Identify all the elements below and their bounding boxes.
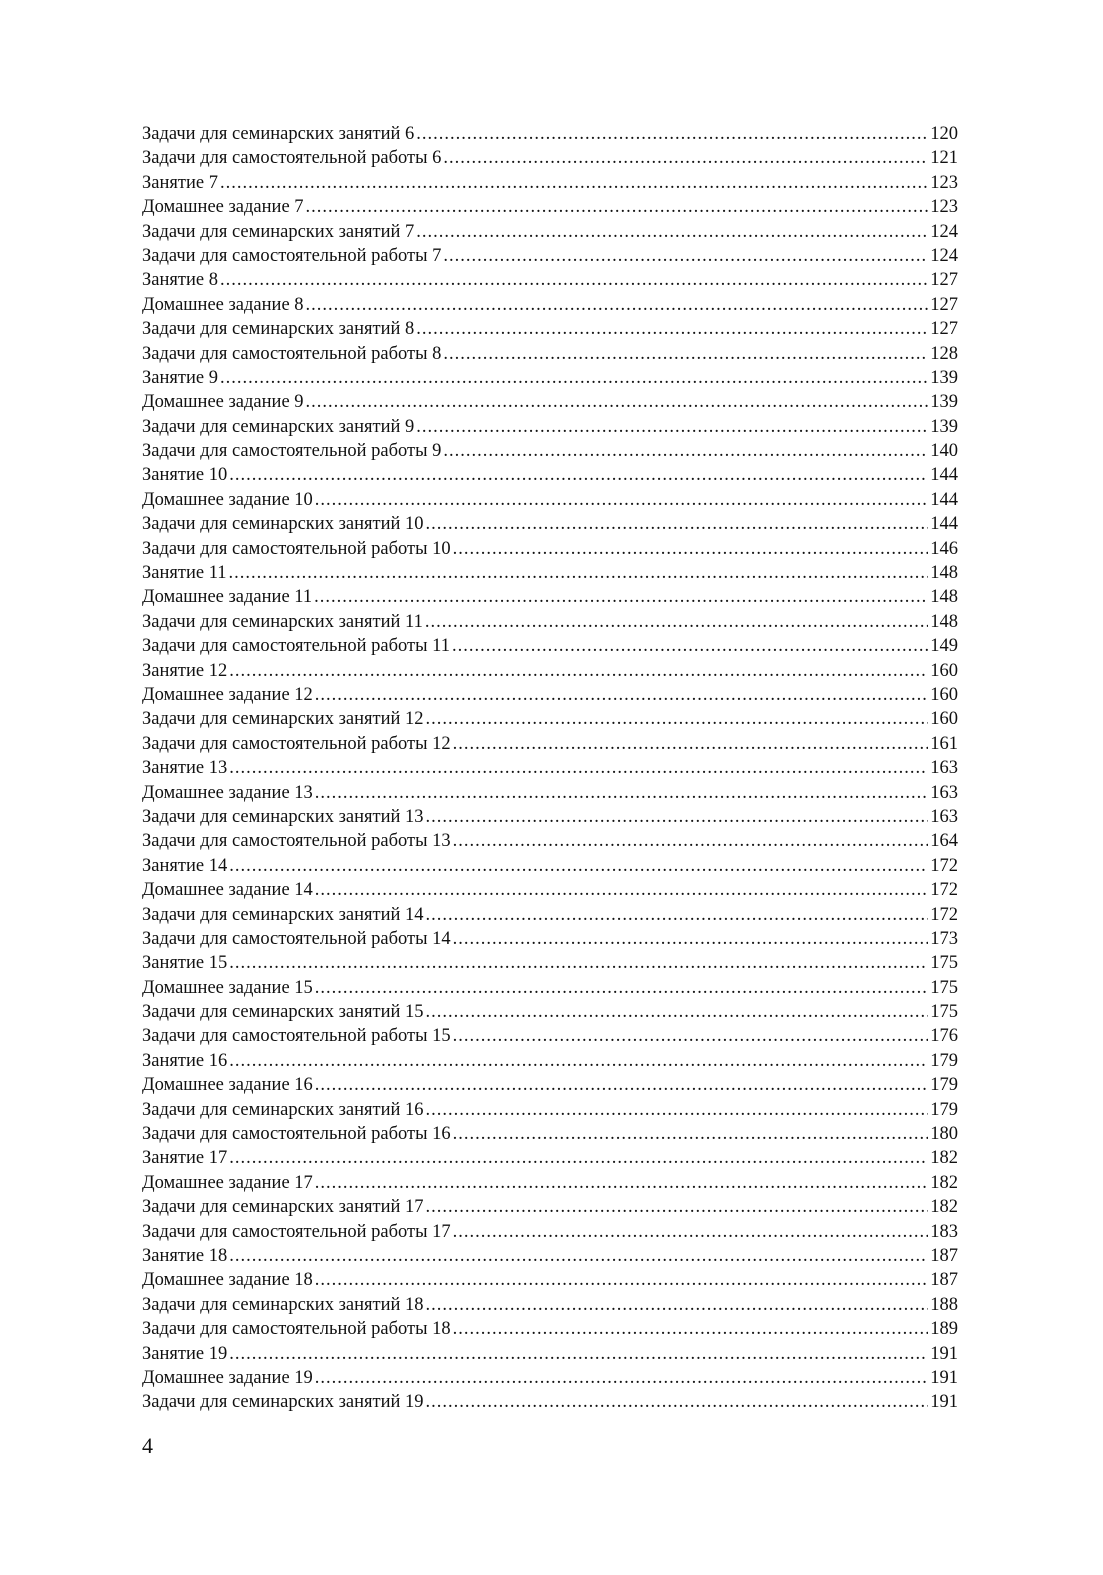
toc-entry-page: 191 [930,1392,958,1413]
toc-entry-page: 139 [930,367,958,388]
toc-entry [142,1122,958,1146]
toc-entry [142,1244,958,1268]
page-number: 4 [142,1433,153,1458]
toc-entry-title: Задачи для самостоятельной работы 10 [142,538,451,559]
toc-entry-page: 139 [930,416,958,437]
toc-entry-title: Занятие 11 [142,563,227,584]
toc-entry [142,1146,958,1170]
toc-entry [142,878,958,902]
toc-entry-page: 163 [930,782,958,803]
toc-entry [142,537,958,561]
dot-leader [453,537,929,561]
toc-entry-page: 160 [930,709,958,730]
toc-entry [142,927,958,951]
dot-leader [443,342,928,366]
toc-entry [142,1366,958,1390]
dot-leader [229,1342,928,1366]
toc-entry [142,683,958,707]
toc-entry-page: 124 [930,245,958,266]
toc-entry-title: Домашнее задание 8 [142,294,304,315]
toc-entry-page: 127 [930,294,958,315]
toc-entry [142,1000,958,1024]
toc-entry-page: 123 [930,197,958,218]
dot-leader [306,293,929,317]
toc-entry-title: Задачи для семинарских занятий 14 [142,904,424,925]
toc-entry-page: 148 [930,587,958,608]
dot-leader [229,1244,928,1268]
toc-entry-title: Занятие 17 [142,1148,228,1169]
dot-leader [220,171,928,195]
toc-entry-page: 160 [930,660,958,681]
toc-entry-page: 123 [930,172,958,193]
toc-entry-page: 127 [930,270,958,291]
toc-entry-title: Задачи для самостоятельной работы 9 [142,441,442,462]
toc-entry [142,439,958,463]
toc-entry-page: 172 [930,904,958,925]
dot-leader [229,756,928,780]
toc-entry [142,659,958,683]
toc-entry-page: 139 [930,392,958,413]
toc-entry-title: Домашнее задание 19 [142,1367,313,1388]
toc-entry [142,756,958,780]
toc-entry-title: Домашнее задание 17 [142,1172,313,1193]
toc-entry [142,1195,958,1219]
toc-entry-page: 175 [930,953,958,974]
dot-leader [416,415,928,439]
toc-entry-title: Занятие 19 [142,1343,228,1364]
toc-entry [142,1342,958,1366]
toc-entry [142,976,958,1000]
dot-leader [306,390,929,414]
toc-entry [142,293,958,317]
toc-entry-page: 148 [930,611,958,632]
dot-leader [315,878,928,902]
dot-leader [315,781,928,805]
toc-entry-page: 187 [930,1270,958,1291]
dot-leader [453,1220,929,1244]
dot-leader [416,220,928,244]
dot-leader [426,512,929,536]
toc-entry-page: 191 [930,1367,958,1388]
toc-entry [142,488,958,512]
toc-entry [142,903,958,927]
toc-entry-title: Домашнее задание 9 [142,392,304,413]
toc-entry-title: Задачи для семинарских занятий 15 [142,1002,424,1023]
toc-entry-page: 128 [930,343,958,364]
toc-entry-title: Домашнее задание 7 [142,197,304,218]
toc-entry-title: Занятие 9 [142,367,218,388]
dot-leader [315,683,928,707]
dot-leader [315,976,928,1000]
dot-leader [315,1268,928,1292]
toc-entry-page: 183 [930,1221,958,1242]
toc-entry [142,829,958,853]
dot-leader [426,805,929,829]
toc-entry-title: Задачи для самостоятельной работы 11 [142,636,450,657]
toc-entry [142,1390,958,1414]
dot-leader [426,903,929,927]
toc-entry-page: 179 [930,1075,958,1096]
toc-entry-title: Задачи для самостоятельной работы 6 [142,148,442,169]
toc-entry-title: Домашнее задание 12 [142,684,313,705]
toc-entry-page: 146 [930,538,958,559]
dot-leader [220,366,928,390]
toc-entry [142,781,958,805]
toc-entry [142,707,958,731]
toc-entry-title: Задачи для самостоятельной работы 8 [142,343,442,364]
dot-leader [306,195,929,219]
toc-entry [142,1049,958,1073]
toc-entry-title: Задачи для семинарских занятий 6 [142,124,415,144]
toc-entry-title: Задачи для самостоятельной работы 17 [142,1221,451,1242]
dot-leader [229,951,928,975]
toc-entry [142,1293,958,1317]
toc-entry [142,1220,958,1244]
toc-entry [142,561,958,585]
toc-entry-title: Задачи для самостоятельной работы 13 [142,831,451,852]
toc-entry [142,171,958,195]
dot-leader [453,732,929,756]
toc-entry [142,634,958,658]
toc-entry [142,220,958,244]
toc-entry-page: 160 [930,684,958,705]
dot-leader [426,1000,929,1024]
toc-entry [142,854,958,878]
toc-entry-title: Домашнее задание 10 [142,489,313,510]
toc-entry [142,1073,958,1097]
toc-entry-page: 182 [930,1148,958,1169]
toc-entry-title: Занятие 7 [142,172,218,193]
toc-entry [142,366,958,390]
toc-entry [142,146,958,170]
toc-entry-page: 187 [930,1245,958,1266]
toc-entry-title: Домашнее задание 11 [142,587,313,608]
toc-entry-title: Занятие 14 [142,855,228,876]
toc-entry [142,244,958,268]
toc-entry-title: Задачи для семинарских занятий 8 [142,319,415,340]
toc-entry-page: 163 [930,758,958,779]
toc-entry-page: 161 [930,733,958,754]
toc-entry [142,1317,958,1341]
dot-leader [315,1171,928,1195]
toc-entry [142,317,958,341]
dot-leader [315,1366,928,1390]
dot-leader [426,1390,929,1414]
toc-entry [142,732,958,756]
dot-leader [453,1122,929,1146]
toc-entry-title: Занятие 15 [142,953,228,974]
toc-entry-page: 120 [930,124,958,144]
toc-entry-title: Задачи для семинарских занятий 10 [142,514,424,535]
toc-entry-title: Задачи для самостоятельной работы 12 [142,733,451,754]
toc-entry-page: 180 [930,1124,958,1145]
toc-entry-title: Задачи для семинарских занятий 17 [142,1197,424,1218]
toc-entry-page: 176 [930,1026,958,1047]
toc-entry-title: Задачи для семинарских занятий 9 [142,416,415,437]
dot-leader [315,1073,928,1097]
toc-entry [142,195,958,219]
toc-entry [142,122,958,146]
toc-entry [142,1268,958,1292]
toc-entry [142,390,958,414]
toc-entry [142,585,958,609]
toc-entry-title: Занятие 18 [142,1245,228,1266]
toc-entry-title: Задачи для семинарских занятий 13 [142,806,424,827]
toc-entry-title: Задачи для семинарских занятий 18 [142,1294,424,1315]
dot-leader [315,488,928,512]
toc-entry [142,415,958,439]
toc-entry-title: Занятие 13 [142,758,228,779]
toc-entry [142,512,958,536]
toc-entry-page: 164 [930,831,958,852]
toc-entry-page: 149 [930,636,958,657]
toc-entry-page: 182 [930,1172,958,1193]
toc-entry-page: 179 [930,1099,958,1120]
toc-entry-page: 144 [930,514,958,535]
toc-entry-page: 189 [930,1319,958,1340]
toc-entry-title: Задачи для семинарских занятий 7 [142,221,415,242]
toc-entry-title: Задачи для самостоятельной работы 14 [142,928,451,949]
dot-leader [443,146,928,170]
toc-entry [142,610,958,634]
toc-entry-title: Занятие 12 [142,660,228,681]
dot-leader [426,1098,929,1122]
toc-entry [142,463,958,487]
toc-entry-title: Домашнее задание 16 [142,1075,313,1096]
toc-entry-page: 144 [930,489,958,510]
dot-leader [452,634,928,658]
dot-leader [453,1024,929,1048]
toc-entry-page: 127 [930,319,958,340]
dot-leader [229,1146,928,1170]
toc-entry-page: 148 [930,563,958,584]
toc-entry-page: 175 [930,977,958,998]
toc-entry-title: Задачи для самостоятельной работы 7 [142,245,442,266]
toc-entry [142,1098,958,1122]
dot-leader [229,659,928,683]
dot-leader [314,585,928,609]
toc-entry [142,951,958,975]
toc-entry-title: Задачи для самостоятельной работы 18 [142,1319,451,1340]
table-of-contents [142,122,958,1415]
dot-leader [426,1195,929,1219]
toc-entry-title: Домашнее задание 14 [142,880,313,901]
toc-entry-title: Задачи для семинарских занятий 11 [142,611,423,632]
toc-entry-title: Задачи для семинарских занятий 19 [142,1392,424,1413]
dot-leader [426,1293,929,1317]
toc-entry-title: Задачи для самостоятельной работы 15 [142,1026,451,1047]
toc-entry-page: 172 [930,880,958,901]
toc-entry-page: 140 [930,441,958,462]
dot-leader [229,561,929,585]
dot-leader [453,927,929,951]
toc-entry-title: Занятие 10 [142,465,228,486]
dot-leader [426,707,929,731]
toc-entry-page: 191 [930,1343,958,1364]
dot-leader [229,463,928,487]
toc-entry-page: 173 [930,928,958,949]
toc-entry [142,1171,958,1195]
toc-entry-title: Задачи для семинарских занятий 16 [142,1099,424,1120]
dot-leader [416,122,928,146]
dot-leader [443,439,928,463]
toc-entry [142,268,958,292]
dot-leader [453,1317,929,1341]
dot-leader [425,610,928,634]
toc-entry-title: Задачи для самостоятельной работы 16 [142,1124,451,1145]
dot-leader [220,268,928,292]
toc-entry-title: Домашнее задание 13 [142,782,313,803]
dot-leader [229,1049,928,1073]
toc-entry-title: Занятие 8 [142,270,218,291]
dot-leader [416,317,928,341]
toc-entry [142,342,958,366]
toc-entry-page: 175 [930,1002,958,1023]
dot-leader [443,244,928,268]
toc-entry-page: 188 [930,1294,958,1315]
toc-entry-page: 144 [930,465,958,486]
dot-leader [229,854,928,878]
toc-entry-title: Домашнее задание 15 [142,977,313,998]
toc-entry-page: 172 [930,855,958,876]
dot-leader [453,829,929,853]
toc-entry [142,805,958,829]
toc-entry-title: Домашнее задание 18 [142,1270,313,1291]
toc-entry-title: Задачи для семинарских занятий 12 [142,709,424,730]
toc-entry [142,1024,958,1048]
toc-entry-page: 121 [930,148,958,169]
toc-entry-page: 182 [930,1197,958,1218]
toc-entry-title: Занятие 16 [142,1050,228,1071]
toc-entry-page: 124 [930,221,958,242]
toc-entry-page: 179 [930,1050,958,1071]
toc-entry-page: 163 [930,806,958,827]
